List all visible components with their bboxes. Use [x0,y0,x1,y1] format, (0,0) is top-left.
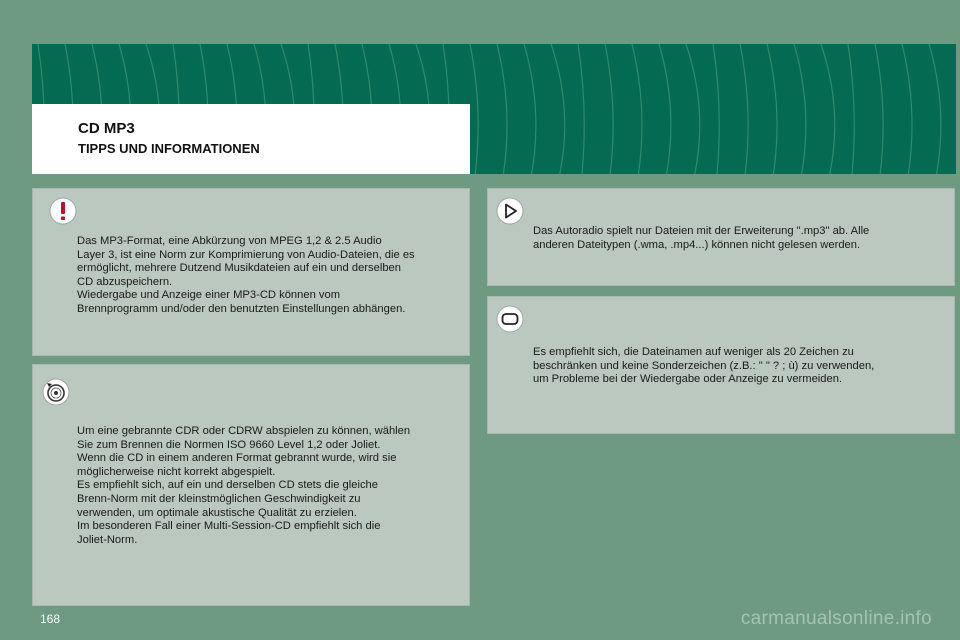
banner-line [578,44,584,174]
cd-text: Um eine gebrannte CDR oder CDRW abspielen zu können, wählen Sie zum Brennen die Normen ISO 9660 Level 1,2 oder Joliet. Wenn die CD in einem anderen Format gebrannt wurde, wird sie möglicherweise nicht korrekt abgespielt. Es empfiehlt sich, auf ein und derselben CD stets die gleiche Brenn-Norm mit der kleinstmöglichen Geschwindigkeit zu verwenden, um optimale akustische Qualität zu erzielen. Im besonderen Fall einer Multi-Session-CD empfiehlt sich die Joliet-Norm. [77,425,411,546]
banner-line [929,44,941,174]
page-title: CD MP3 [78,120,135,137]
banner-line [551,44,565,174]
title-box [32,104,470,174]
banner-line [902,44,912,174]
play-text: Das Autoradio spielt nur Dateien mit der Erweiterung ".mp3" ab. Alle anderen Dateitypen (.wma, .mp4...) können nicht gelesen werden. [533,225,870,251]
banner-line [767,44,777,174]
exclamation-icon [49,197,77,225]
warning-text: Das MP3-Format, eine Abkürzung von MPEG 1,2 & 2.5 Audio Layer 3, ist eine Norm zur Komprimierung von Audio-Dateien, die es ermöglicht, mehrere Dutzend Musikdateien auf ein und derselben CD abzuspeichern. Wiedergabe und Anzeige einer MP3-CD können vom Brennprogramm und/oder den benutzten Einstellungen abhängen. [77,235,415,315]
cd-panel [32,364,470,606]
banner-line [659,44,671,174]
banner-line [686,44,700,174]
banner-line [713,44,719,174]
rounded-rectangle-icon [496,305,524,333]
banner-line [632,44,642,174]
banner-line [470,44,478,174]
page-subtitle: TIPPS UND INFORMATIONEN [78,141,260,156]
banner-line [794,44,806,174]
banner-line [605,44,613,174]
banner-line [875,44,883,174]
play-panel [487,188,955,286]
banner-line [740,44,748,174]
banner-line [497,44,507,174]
banner-line [524,44,536,174]
info-text: Es empfiehlt sich, die Dateinamen auf weniger als 20 Zeichen zu beschränken und keine Sonderzeichen (z.B.: " " ? ; ù) zu verwenden, um Probleme bei der Wiedergabe oder Anzeige zu vermeiden. [533,346,875,386]
page-number: 168 [40,612,61,626]
warning-panel [32,188,470,356]
cd-disc-icon [41,377,71,407]
banner-line [821,44,835,174]
info-panel [487,296,955,434]
banner-line [848,44,854,174]
watermark: carmanualsonline.info [740,608,932,629]
play-icon [496,197,524,225]
